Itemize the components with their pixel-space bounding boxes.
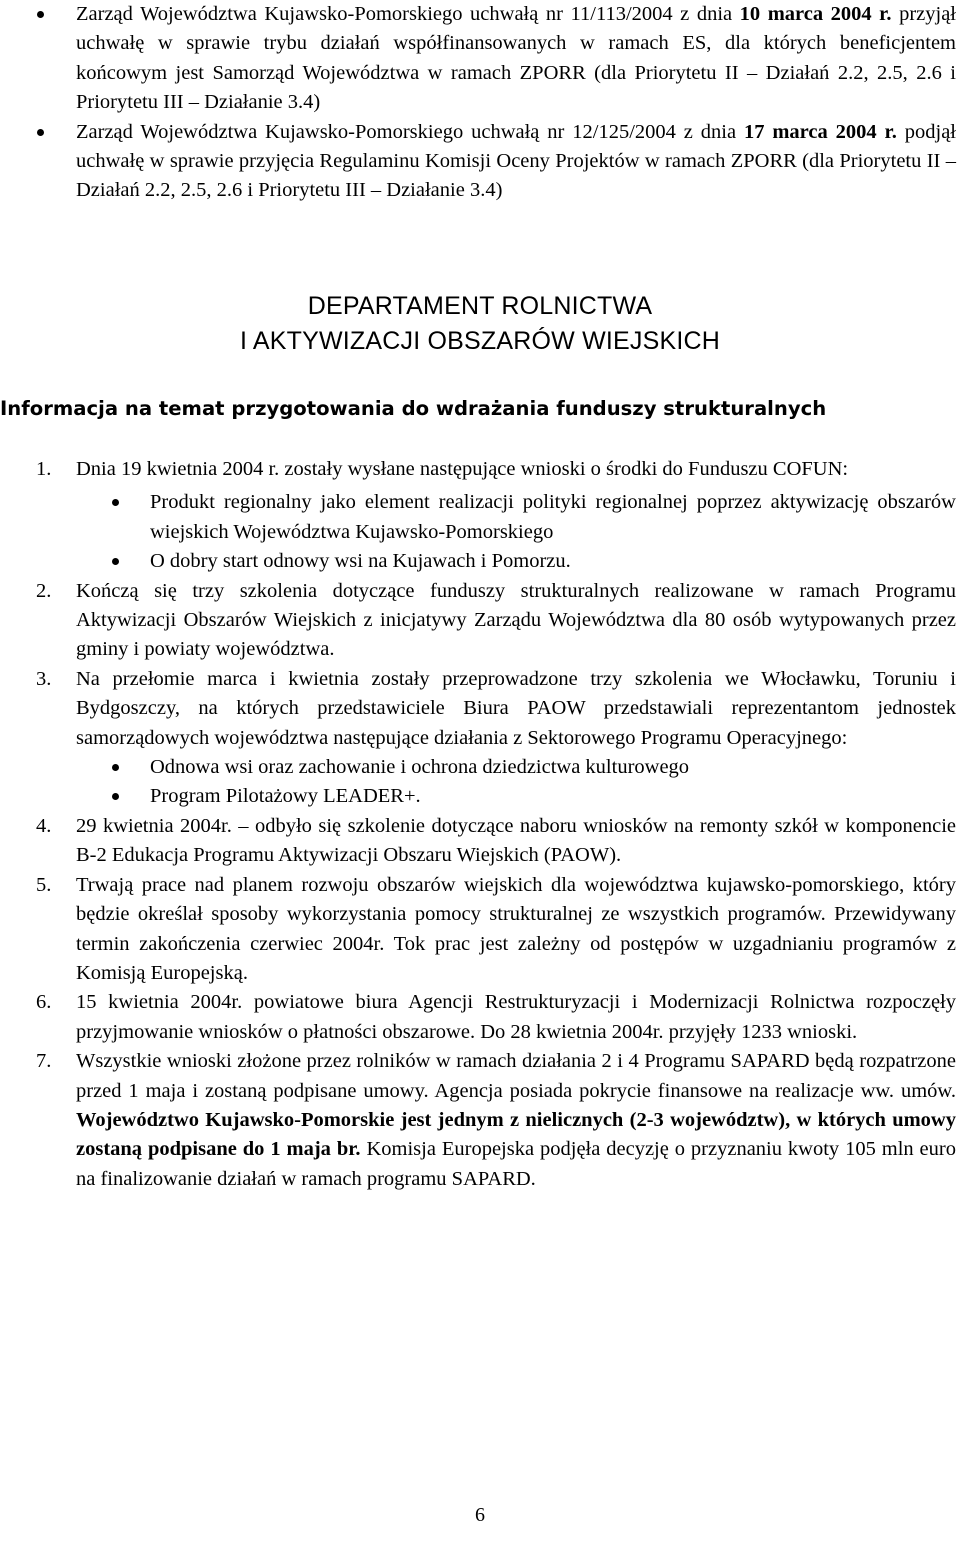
- item-number: 1.: [36, 458, 52, 480]
- resolution-date: 17 marca 2004 r.: [743, 120, 897, 143]
- sub-item: [76, 782, 956, 811]
- item-number: 7.: [36, 1050, 52, 1073]
- information-item: [0, 455, 956, 577]
- sub-list: [76, 753, 956, 812]
- resolution-lead: Zarząd Województwa Kujawsko-Pomorskiego uchwałą nr 12/125/2004 z dnia: [76, 120, 744, 143]
- information-item: [0, 1047, 956, 1194]
- information-item: [0, 871, 956, 989]
- information-item: [0, 665, 956, 812]
- resolution-date: 10 marca 2004 r.: [739, 3, 892, 25]
- item-number: 5.: [36, 873, 52, 896]
- resolutions-list: [0, 0, 956, 206]
- information-list: [0, 455, 956, 1194]
- page-number: 6: [475, 1504, 485, 1526]
- bullet-icon: [112, 764, 119, 771]
- sub-item: [76, 547, 956, 576]
- information-item: [0, 577, 956, 665]
- item-text: Trwają prace nad planem rozwoju obszarów wiejskich dla województwa kujawsko-pomorskiego, który będzie określał sposoby wykorzystania pomocy strukturalnej ze wszystkich programów. Przewidywany termin zakończenia czerwiec 2004r. Tok prac jest zależny od postępów w uzgadnianiu programów z Komisją Europejską.: [76, 873, 956, 984]
- resolution-text: przyjął uchwałę w sprawie trybu działań współfinansowanych w ramach ES, dla których beneficjentem końcowym jest Samorząd Województwa w ramach ZPORR (dla Priorytetu II – Działań 2.2, 2.5, 2.6 i Priorytetu III – Działanie 3.4): [76, 3, 956, 114]
- bullet-icon: [37, 129, 44, 136]
- sub-item-text: Odnowa wsi oraz zachowanie i ochrona dziedzictwa kulturowego: [150, 756, 690, 779]
- sub-item: [76, 753, 956, 782]
- item-text: Na przełomie marca i kwietnia zostały przeprowadzone trzy szkolenia we Włocławku, Toruniu i Bydgoszczy, na których przedstawiciele Biura PAOW przedstawiali reprezentantom jednostek samorządowych województwa następujące działania z Sektorowego Programu Operacyjnego:: [76, 667, 956, 749]
- department-title-line-1: DEPARTAMENT ROLNICTWA: [307, 292, 653, 320]
- item-number: 3.: [36, 667, 52, 690]
- sub-list: [76, 484, 956, 576]
- information-item: [0, 988, 956, 1047]
- item-number: 6.: [36, 991, 52, 1014]
- section-title: Informacja na temat przygotowania do wdrażania funduszy strukturalnych: [0, 397, 827, 420]
- sub-item-text: O dobry start odnowy wsi na Kujawach i Pomorzu.: [150, 550, 571, 573]
- bullet-icon: [112, 793, 119, 800]
- item-text: Kończą się trzy szkolenia dotyczące funduszy strukturalnych realizowane w ramach Programu Aktywizacji Obszarów Wiejskich z inicjatywy Zarządu Województwa dla 80 osób wytypowanych przez gminy i powiaty województwa.: [76, 579, 956, 661]
- item-text: Wszystkie wnioski złożone przez rolników w ramach działania 2 i 4 Programu SAPARD będą rozpatrzone przed 1 maja i zostaną podpisane umowy. Agencja posiada pokrycie finansowe na realizacje ww. umów.: [76, 1050, 956, 1102]
- item-number: 4.: [36, 814, 52, 837]
- resolution-lead: Zarząd Województwa Kujawsko-Pomorskiego uchwałą nr 11/113/2004 z dnia: [76, 3, 740, 25]
- item-text: 15 kwietnia 2004r. powiatowe biura Agencji Restrukturyzacji i Modernizacji Rolnictwa rozpoczęły przyjmowanie wniosków o płatności obszarowe. Do 28 kwietnia 2004r. przyjęły 1233 wnioski.: [76, 991, 956, 1043]
- resolution-text: podjął uchwałę w sprawie przyjęcia Regulaminu Komisji Oceny Projektów w ramach ZPORR (dla Priorytetu II – Działań 2.2, 2.5, 2.6 i Priorytetu III – Działanie 3.4): [76, 120, 957, 202]
- item-text: Komisja Europejska podjęła decyzję o przyznaniu kwoty 105 mln euro na finalizowanie działań w ramach programu SAPARD.: [76, 1138, 956, 1190]
- item-text: Dnia 19 kwietnia 2004 r. zostały wysłane następujące wnioski o środki do Funduszu COFUN:: [76, 458, 849, 480]
- sub-item: [76, 484, 956, 547]
- department-title-line-2: I AKTYWIZACJI OBSZARÓW WIEJSKICH: [239, 327, 721, 355]
- item-number: 2.: [36, 579, 52, 602]
- sub-item-text: Produkt regionalny jako element realizacji polityki regionalnej poprzez aktywizację obszarów wiejskich Województwa Kujawsko-Pomorskiego: [150, 491, 956, 543]
- bullet-icon: [112, 558, 119, 565]
- resolution-item: [0, 118, 956, 206]
- bullet-icon: [37, 11, 44, 18]
- sub-item-text: Program Pilotażowy LEADER+.: [150, 785, 421, 808]
- bullet-icon: [112, 499, 119, 506]
- item-text-emphasis: Województwo Kujawsko-Pomorskie jest jednym z nielicznych (2-3 województw), w których umowy zostaną podpisane do 1 maja br.: [76, 1108, 956, 1161]
- resolution-item: [0, 0, 956, 118]
- item-text: 29 kwietnia 2004r. – odbyło się szkolenie dotyczące naboru wniosków na remonty szkół w komponencie B-2 Edukacja Programu Aktywizacji Obszaru Wiejskich (PAOW).: [76, 814, 956, 867]
- information-item: [0, 812, 956, 871]
